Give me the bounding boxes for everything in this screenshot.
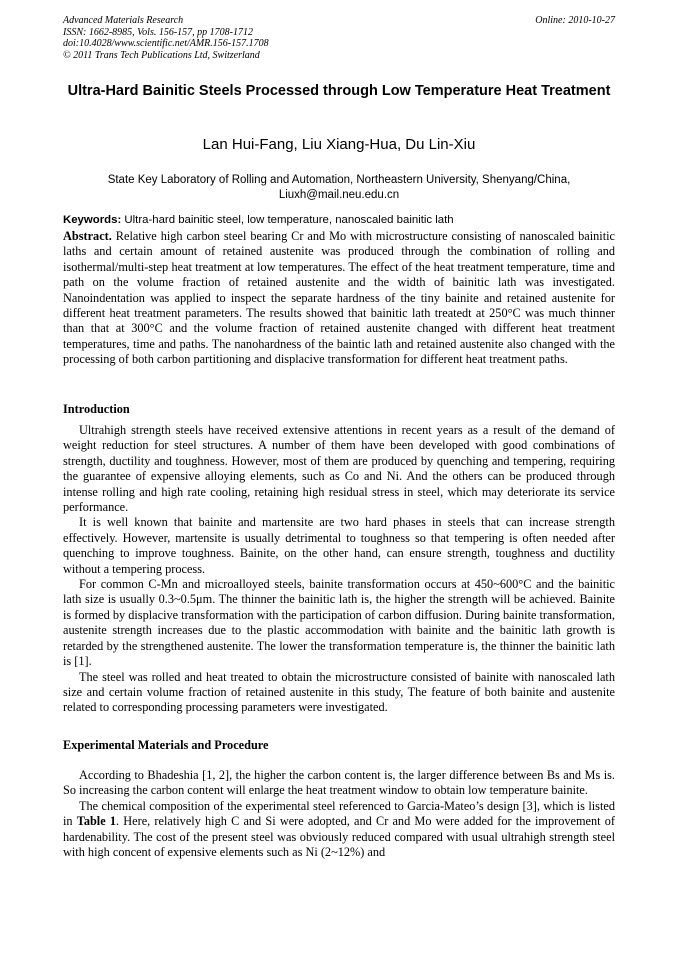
experimental-body	[63, 768, 615, 860]
email: Liuxh@mail.neu.edu.cn	[278, 189, 400, 201]
paragraph: It is well known that bainite and martensite are two hard phases in steels that can increase strength effectively. However, martensite is usually detrimental to toughness so that tempering is often needed after quenching to improve toughness. Bainite, on the other hand, can ensure strength, toughness and ductility without a tempering process.	[63, 515, 615, 576]
paragraph-text: . Here, relatively high C and Si were adopted, and Cr and Mo were added for the improvement of hardenability. The cost of the present steel was obviously reduced compared with usual ultrahigh strength steel with high concent of expensive elements such as Ni (2~12%) and	[63, 814, 615, 860]
affiliation-text: State Key Laboratory of Rolling and Automation, Northeastern University, Shenyang/China,	[107, 174, 571, 186]
keywords-label: Keywords:	[63, 214, 122, 226]
affiliation	[80, 173, 598, 203]
paragraph: For common C-Mn and microalloyed steels, bainite transformation occurs at 450~600°C and the bainitic lath size is usually 0.3~0.5μm. The thinner the bainitic lath is, the higher the strength will be achieved. Bainite is formed by displacive transformation with the participation of carbon diffusion. During bainite transformation, austenite strength increases due to the plastic accommodation with bainite and the bainitic lath growth is retarded by the strengthened austenite. The lower the transformation temperature is, the thinner the bainitic lath is [1].	[63, 577, 615, 669]
paragraph-text: The chemical composition of the experimental steel referenced to Garcia-Mateo’s design [3], which is listed in	[63, 798, 615, 829]
authors: Lan Hui-Fang, Liu Xiang-Hua, Du Lin-Xiu	[202, 136, 476, 153]
abstract-text: Relative high carbon steel bearing Cr and Mo with microstructure consisting of nanoscaled bainitic laths and certain amount of retained austenite was produced through the combination of rolling and isothermal/multi-step heat treatment at low temperatures. The effect of the heat treatment temperature, time and path on the volume fraction of retained austenite and the width of bainitic lath was investigated. Nanoindentation was applied to inspect the separate hardness of the tiny bainite and retained austenite for different heat treatment parameters. The results showed that bainitic lath treatedt at 250°C was much thinner than that at 300°C and the volume fraction of retained austenite changed with different heat treatment temperatures, time and paths. The nanohardness of the baintic lath and retained austenite also changed with the processing of both carbon partitioning and displacive transformation for different heat treatment paths.	[63, 229, 615, 367]
online-date: Online: 2010-10-27	[535, 15, 615, 26]
copyright-line: © 2011 Trans Tech Publications Ltd, Switzerland	[63, 49, 260, 61]
paragraph: The steel was rolled and heat treated to obtain the microstructure consisted of bainite with nanoscaled lath size and certain volume fraction of retained austenite in this study, The feature of both bainite and austenite related to corresponding processing parameters were investigated.	[63, 669, 615, 715]
issn-line: ISSN: 1662-8985, Vols. 156-157, pp 1708-1712	[63, 26, 253, 38]
journal-name: Advanced Materials Research	[63, 15, 184, 26]
abstract-label: Abstract.	[63, 229, 112, 243]
paragraph	[63, 799, 615, 861]
table-1-ref: Table 1	[76, 814, 117, 829]
paragraph: According to Bhadeshia [1, 2], the higher the carbon content is, the larger difference between Bs and Ms is. So increasing the carbon content will enlarge the heat treatment window to obtain low temperature bainite.	[63, 768, 615, 798]
abstract	[63, 229, 615, 368]
experimental-heading: Experimental Materials and Procedure	[63, 738, 269, 752]
introduction-body	[63, 423, 615, 716]
doi-line: doi:10.4028/www.scientific.net/AMR.156-157.1708	[63, 38, 269, 49]
paper-title: Ultra-Hard Bainitic Steels Processed through Low Temperature Heat Treatment	[67, 83, 611, 99]
introduction-heading: Introduction	[63, 402, 130, 416]
paragraph: Ultrahigh strength steels have received extensive attentions in recent years as a result of the demand of weight reduction for steel structures. A number of them have been developed with good combinations of strength, ductility and toughness. However, most of them are produced by quenching and tempering, requiring the guarantee of expensive alloying elements, such as Co and Ni. And the others can be produced through intense rolling and high rate cooling, retaining high residual stress in steel, which may deteriorate its service performance.	[63, 423, 615, 515]
journal-header	[63, 15, 615, 61]
keywords	[63, 213, 615, 228]
keywords-text: Ultra-hard bainitic steel, low temperature, nanoscaled bainitic lath	[124, 214, 454, 226]
